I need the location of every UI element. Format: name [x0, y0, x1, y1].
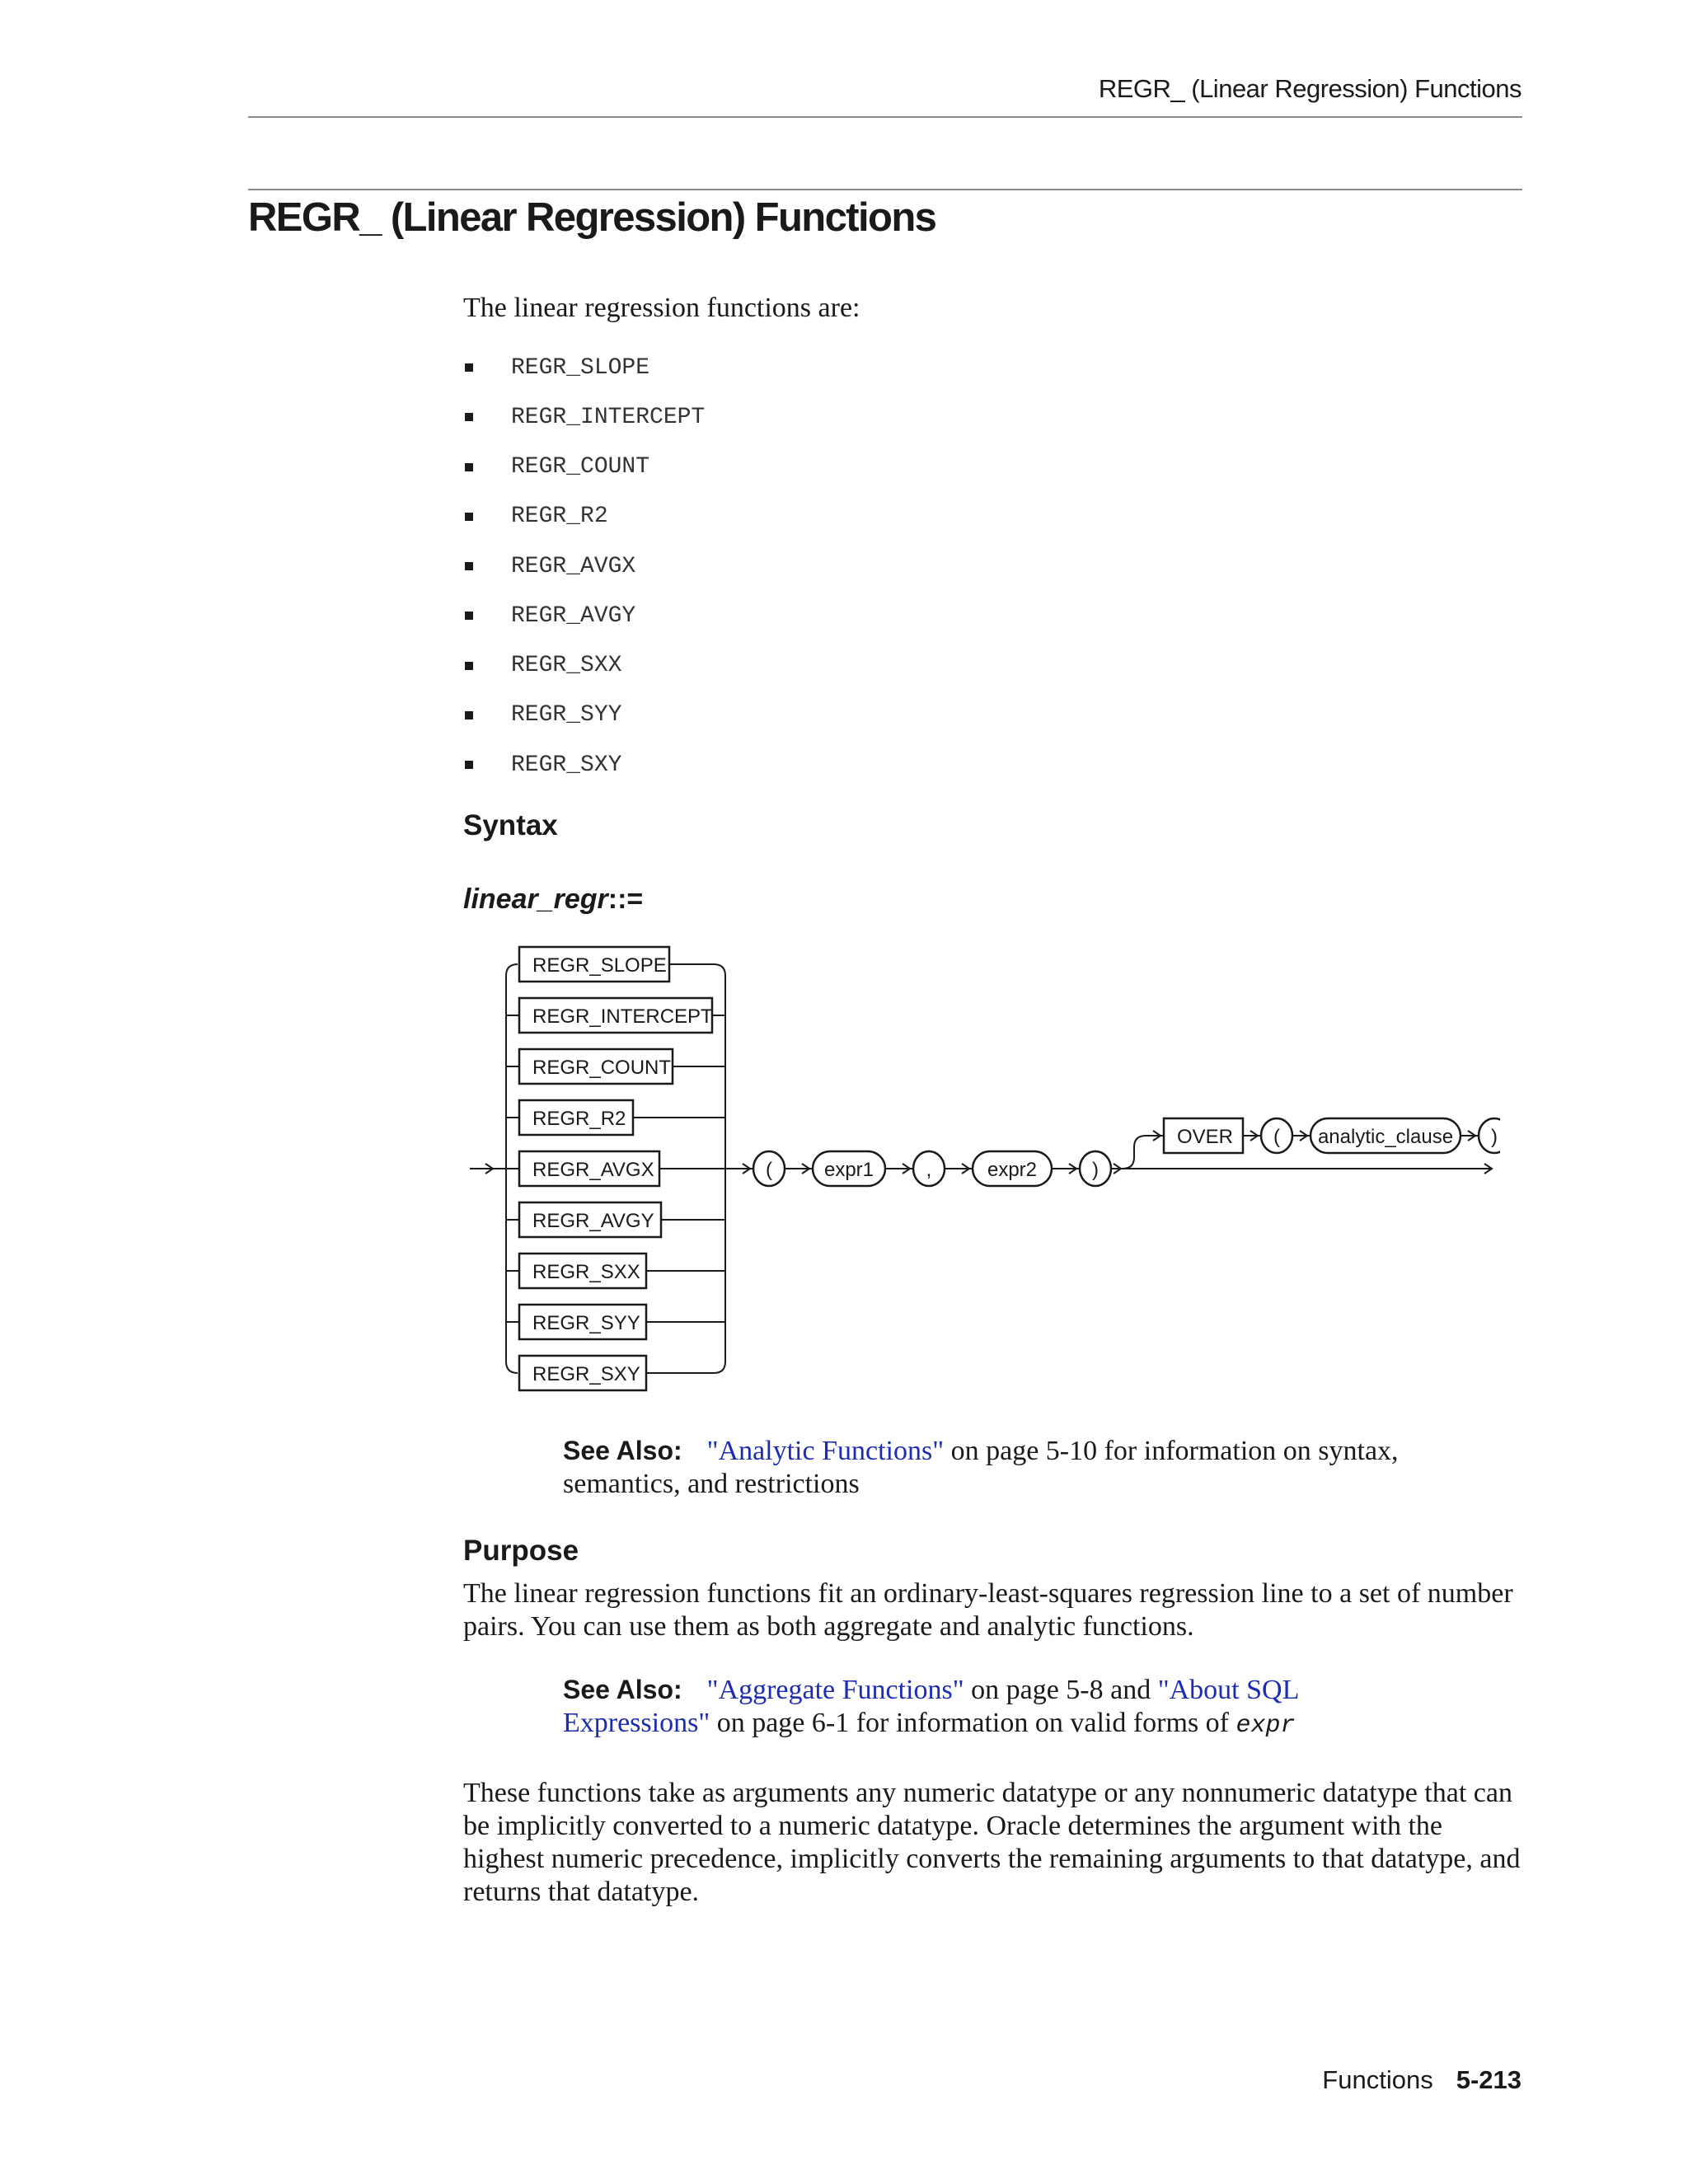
see-also-analytic	[563, 1434, 1437, 1501]
list-item	[463, 392, 705, 442]
function-name: REGR_SYY	[511, 702, 622, 729]
bullet-icon	[465, 761, 473, 769]
list-item	[463, 691, 705, 740]
choice-box-regr-slope-label: REGR_SLOPE	[532, 954, 667, 977]
see-also-label: See Also:	[563, 1436, 682, 1465]
left-rail-bottom-curve	[506, 1361, 518, 1373]
open-paren-2-label: (	[1273, 1126, 1280, 1148]
bullet-icon	[465, 363, 473, 372]
close-paren-label: )	[1092, 1159, 1099, 1181]
over-box-label: OVER	[1177, 1126, 1234, 1148]
header-rule	[248, 116, 1522, 118]
production-operator: ::=	[607, 883, 644, 915]
function-name: REGR_R2	[511, 504, 608, 530]
right-rail-bottom-curve	[714, 1361, 725, 1373]
function-name: REGR_SXY	[511, 752, 622, 778]
list-item	[463, 443, 705, 492]
over-branch-up-curve	[1123, 1136, 1146, 1169]
analytic-functions-link[interactable]: "Analytic Functions"	[706, 1436, 945, 1466]
expr1-pill-label: expr1	[823, 1159, 874, 1181]
left-rail-top-curve	[506, 964, 518, 976]
choice-box-regr-intercept-label: REGR_INTERCEPT	[532, 1005, 713, 1028]
see-also-aggregate	[563, 1673, 1437, 1742]
function-name: REGR_AVGX	[511, 553, 636, 579]
function-list	[463, 343, 705, 790]
list-item	[463, 492, 705, 541]
production-label	[463, 883, 643, 916]
list-item	[463, 343, 705, 392]
choice-box-regr-sxy-label: REGR_SXY	[532, 1363, 640, 1385]
function-name: REGR_AVGY	[511, 602, 636, 629]
title-rule	[248, 189, 1522, 190]
syntax-heading: Syntax	[463, 809, 558, 841]
bullet-icon	[465, 413, 473, 421]
function-name: REGR_COUNT	[511, 454, 650, 480]
running-header: REGR_ (Linear Regression) Functions	[1098, 74, 1522, 103]
list-item	[463, 591, 705, 640]
analytic-clause-pill-label: analytic_clause	[1317, 1126, 1454, 1148]
page-number: 5-213	[1456, 2065, 1522, 2094]
bullet-icon	[465, 711, 473, 719]
choice-box-regr-r2-label: REGR_R2	[532, 1108, 626, 1130]
list-item	[463, 541, 705, 591]
see-also-text: on page 5-10 for information on syntax, semantics, and restrictions	[563, 1436, 1399, 1499]
footer-section: Functions	[1322, 2065, 1433, 2094]
bullet-icon	[465, 513, 473, 521]
choice-box-regr-avgx-label: REGR_AVGX	[532, 1159, 654, 1181]
sql-expressions-link[interactable]: "About SQL Expressions"	[563, 1675, 1299, 1738]
list-item	[463, 641, 705, 691]
bullet-icon	[465, 612, 473, 620]
bullet-icon	[465, 562, 473, 570]
function-name: REGR_INTERCEPT	[511, 404, 706, 430]
arguments-paragraph: These functions take as arguments any numeric datatype or any nonnumeric datatype that can be implicitly converted to a numeric datatype. Oracle determines the argument with the highest numeric precedence, implicitly converts the remaining arguments to that datatype, and returns that datatype.	[463, 1778, 1521, 1907]
see-also-label: See Also:	[563, 1675, 682, 1704]
purpose-paragraph: The linear regression functions fit an ordinary-least-squares regression line to a set of number pairs. You can use them as both aggregate and analytic functions.	[463, 1578, 1513, 1642]
expr2-pill-label: expr2	[987, 1159, 1038, 1181]
production-name: linear_regr	[463, 883, 608, 915]
choice-box-regr-count-label: REGR_COUNT	[532, 1057, 672, 1079]
right-rail-top-curve	[714, 964, 725, 976]
bullet-icon	[465, 662, 473, 670]
choice-box-regr-syy-label: REGR_SYY	[532, 1312, 640, 1334]
purpose-heading: Purpose	[463, 1535, 579, 1567]
choice-box-regr-sxx-label: REGR_SXX	[532, 1261, 640, 1283]
syntax-diagram	[462, 940, 1500, 1401]
see-also-text: on page 6-1 for information on valid forms of	[710, 1708, 1236, 1738]
choice-box-regr-avgy-label: REGR_AVGY	[532, 1210, 654, 1232]
see-also-text: on page 5-8 and	[964, 1675, 1158, 1705]
function-name: REGR_SLOPE	[511, 354, 650, 381]
close-paren-2-label: )	[1491, 1126, 1498, 1148]
expr-code: expr	[1236, 1712, 1296, 1740]
page-footer	[1322, 2065, 1522, 2095]
intro-paragraph: The linear regression functions are:	[463, 293, 860, 323]
function-name: REGR_SXX	[511, 653, 622, 679]
section-title: REGR_ (Linear Regression) Functions	[248, 195, 936, 240]
comma-label: ,	[926, 1159, 932, 1181]
open-paren-label: (	[766, 1159, 772, 1181]
list-item	[463, 740, 705, 790]
bullet-icon	[465, 463, 473, 471]
aggregate-functions-link[interactable]: "Aggregate Functions"	[706, 1675, 964, 1705]
